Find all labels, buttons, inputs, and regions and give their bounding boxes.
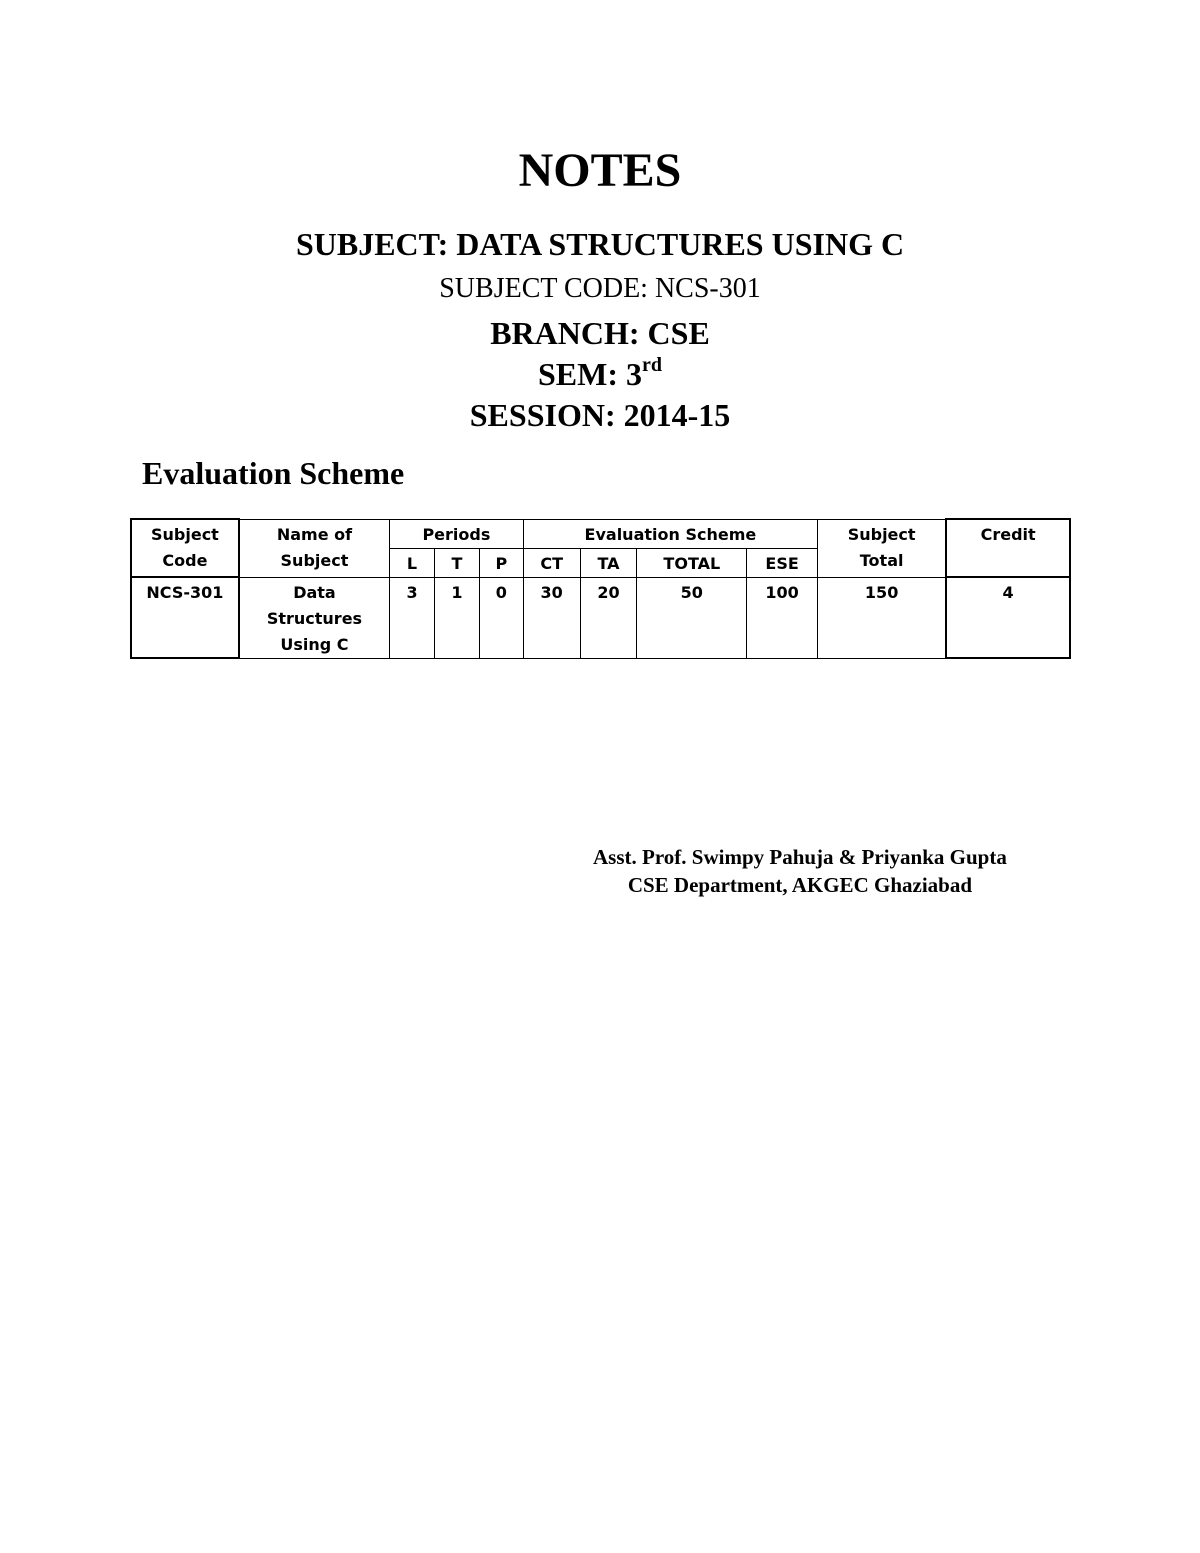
evaluation-scheme-table xyxy=(130,518,1071,659)
cell-ese: 100 xyxy=(747,577,818,658)
cell-subject-total: 150 xyxy=(818,577,947,658)
cell-name xyxy=(239,577,390,658)
cell-name-line2: Structures xyxy=(266,608,363,628)
cell-ct: 30 xyxy=(523,577,580,658)
header-subject-total-line2: Total xyxy=(859,550,904,570)
semester-label: SEM: 3 xyxy=(538,356,642,392)
header-l: L xyxy=(390,548,435,577)
subject-code-line: SUBJECT CODE: NCS-301 xyxy=(439,273,761,304)
session-line: SESSION: 2014-15 xyxy=(469,397,731,433)
cell-name-line3: Using C xyxy=(280,634,349,654)
cell-l: 3 xyxy=(390,577,435,658)
cell-p: 0 xyxy=(479,577,523,658)
cell-ta: 20 xyxy=(580,577,637,658)
header-name-line2: Subject xyxy=(280,550,349,570)
page-title: NOTES xyxy=(518,144,682,197)
header-credit: Credit xyxy=(946,519,1070,577)
header-subject-code xyxy=(131,519,239,577)
header-subject-total-line1: Subject xyxy=(847,524,916,544)
author-names: Asst. Prof. Swimpy Pahuja & Priyanka Gupta xyxy=(593,845,1007,869)
header-evaluation-scheme: Evaluation Scheme xyxy=(523,519,817,548)
evaluation-scheme-heading: Evaluation Scheme xyxy=(142,455,405,491)
author-department: CSE Department, AKGEC Ghaziabad xyxy=(627,873,973,897)
cell-total: 50 xyxy=(637,577,747,658)
table-row xyxy=(131,577,1070,658)
cell-t: 1 xyxy=(434,577,479,658)
author-signature-block xyxy=(593,843,1007,899)
header-subject-code-line2: Code xyxy=(162,551,208,570)
header-subject-total xyxy=(818,519,947,577)
subject-line: SUBJECT: DATA STRUCTURES USING C xyxy=(295,226,905,262)
header-ct: CT xyxy=(523,548,580,577)
cell-credit: 4 xyxy=(946,577,1070,658)
header-total: TOTAL xyxy=(637,548,747,577)
header-periods: Periods xyxy=(390,519,524,548)
header-t: T xyxy=(434,548,479,577)
cell-name-line1: Data xyxy=(293,582,336,602)
cell-code: NCS-301 xyxy=(131,577,239,658)
header-subject-name xyxy=(239,519,390,577)
header-name-line1: Name of xyxy=(276,524,353,544)
header-p: P xyxy=(479,548,523,577)
branch-line: BRANCH: CSE xyxy=(490,315,710,351)
header-ta: TA xyxy=(580,548,637,577)
table-header-row-1 xyxy=(131,519,1070,548)
header-ese: ESE xyxy=(747,548,818,577)
semester-line xyxy=(0,354,1200,394)
semester-suffix: rd xyxy=(642,354,662,376)
header-subject-code-line1: Subject xyxy=(150,525,219,544)
